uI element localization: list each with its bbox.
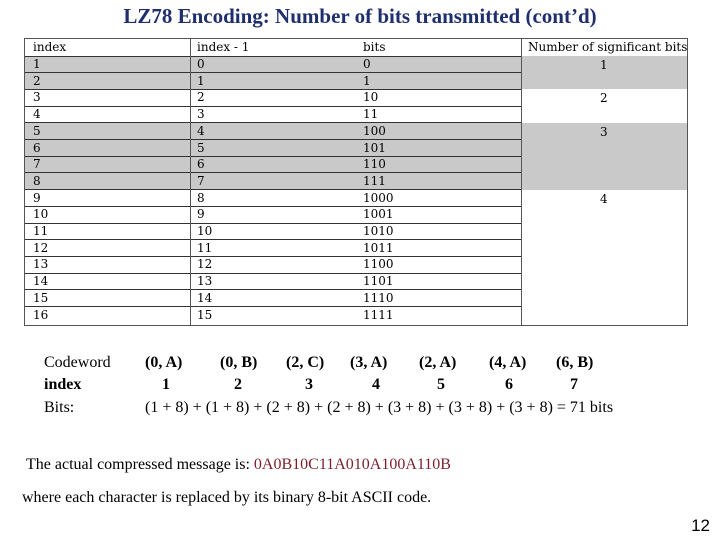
significant-bits-value: 2: [600, 91, 608, 106]
table-cell: 12: [33, 240, 49, 255]
bits-sum: (1 + 8) + (1 + 8) + (2 + 8) + (2 + 8) + (3 + 8) + (3 + 8) + (3 + 8) = 71 bits: [145, 399, 614, 416]
table-cell: 4: [197, 123, 205, 138]
table-cell: 5: [33, 123, 41, 138]
table-cell: 12: [197, 257, 213, 272]
table-cell: 8: [33, 173, 41, 188]
table-cell: 16: [33, 307, 49, 322]
table-cell: 13: [33, 257, 49, 272]
column-header: index: [33, 40, 67, 54]
table-cell: 100: [363, 123, 386, 138]
table-cell: 1: [33, 57, 41, 71]
table-cell: 14: [33, 274, 49, 289]
compressed-message: [26, 456, 451, 474]
codeword-item: (2, C): [286, 354, 325, 371]
table-cell: 14: [197, 290, 213, 305]
codeword-index: 1: [162, 376, 170, 393]
significant-bits-value: 3: [600, 124, 608, 139]
codeword-item: (3, A): [350, 354, 388, 371]
table-cell: 1100: [363, 257, 394, 272]
table-cell: 10: [33, 207, 49, 222]
table-cell: 8: [197, 190, 205, 205]
table-cell: 7: [197, 173, 205, 188]
table-cell: 6: [33, 140, 41, 155]
table-cell: 5: [197, 140, 205, 155]
table-cell: 6: [197, 157, 205, 172]
page-title: LZ78 Encoding: Number of bits transmitted (cont’d): [123, 4, 597, 28]
table-cell: 2: [33, 73, 41, 88]
index-label: index: [44, 376, 82, 393]
codeword-item: (4, A): [489, 354, 527, 371]
table-cell: 1101: [363, 274, 394, 289]
table-cell: 0: [363, 57, 371, 71]
table-cell: 3: [33, 90, 41, 105]
table-cell: 1010: [363, 224, 394, 238]
table-cell: 1001: [363, 207, 394, 222]
column-header: Number of significant bits: [528, 40, 688, 54]
column-header: bits: [363, 40, 386, 54]
table-cell: 7: [33, 157, 41, 172]
table-cell: 9: [197, 207, 205, 222]
codeword-item: (0, B): [220, 354, 258, 371]
codeword-item: (6, B): [556, 354, 594, 371]
table-cell: 2: [197, 90, 205, 105]
codeword-index: 3: [305, 376, 313, 393]
codeword-item: (0, A): [145, 354, 183, 371]
message-code: 0A0B10C11A010A100A110B: [253, 456, 451, 473]
table-cell: 0: [197, 57, 205, 71]
table-cell: 15: [197, 307, 213, 322]
message-prefix: The actual compressed message is:: [26, 456, 254, 473]
significant-bits-value: 4: [600, 191, 608, 206]
bits-label: Bits:: [44, 399, 75, 416]
codeword-index: 6: [505, 376, 513, 393]
table-cell: 1000: [363, 190, 394, 205]
table-cell: 10: [197, 224, 213, 238]
column-header: index - 1: [197, 40, 250, 54]
table-cell: 13: [197, 274, 213, 289]
table-cell: 11: [33, 224, 49, 238]
table-cell: 110: [363, 157, 386, 172]
table-cell: 10: [363, 90, 379, 105]
codeword-index: 7: [570, 376, 578, 393]
table-cell: 11: [197, 240, 213, 255]
table-cell: 11: [363, 107, 379, 122]
table-cell: 3: [197, 107, 205, 122]
table-cell: 101: [363, 140, 386, 155]
codeword-index: 5: [437, 376, 445, 393]
table-cell: 1: [363, 73, 371, 88]
table-cell: 1110: [363, 290, 394, 305]
table-cell: 15: [33, 290, 49, 305]
table-cell: 1: [197, 73, 205, 88]
table-cell: 9: [33, 190, 41, 205]
codeword-index: 4: [372, 376, 380, 393]
codeword-item: (2, A): [419, 354, 457, 371]
table-cell: 4: [33, 107, 41, 122]
table-cell: 1111: [363, 307, 394, 322]
explanation-text: where each character is replaced by its binary 8-bit ASCII code.: [22, 489, 432, 506]
codeword-label: Codeword: [44, 354, 111, 371]
table-cell: 111: [363, 173, 386, 188]
page-number: 12: [691, 516, 710, 535]
codeword-index: 2: [234, 376, 242, 393]
table-cell: 1011: [363, 240, 394, 255]
significant-bits-value: 1: [600, 58, 608, 72]
